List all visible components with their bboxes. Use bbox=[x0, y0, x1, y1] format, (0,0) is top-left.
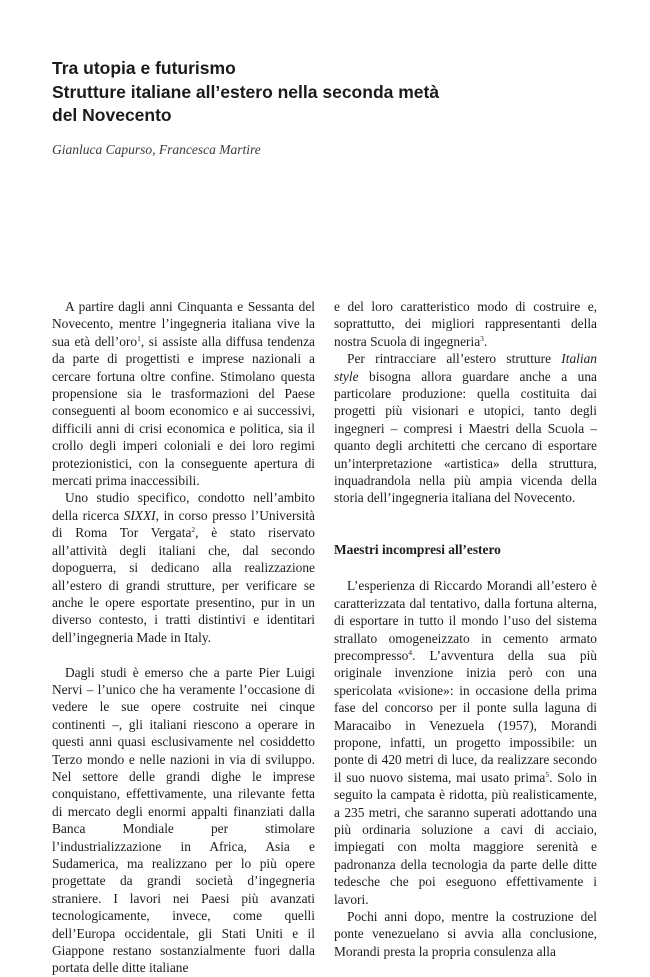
title-line-2: Strutture italiane all’estero nella seconda metà bbox=[52, 81, 440, 102]
article-title bbox=[52, 57, 612, 128]
section-heading: Maestri incompresi all’estero bbox=[334, 541, 501, 557]
footnote-ref-3: 3 bbox=[480, 333, 484, 343]
left-column bbox=[52, 298, 315, 977]
paragraph-4: Per rintracciare all’estero strutture Italian style bisogna allora guardare anche a una particolare produzione: quella costituita dai progetti più visionari e utopici, tanto degli ingegneri – compresi i Maestri della Scuola – quanto degli architetti che cercano di esportare un’interpretazione «artistica» della struttura, inquadrandola nella più ampia vicenda della storia dell’ingegneria italiana del Novecento. bbox=[334, 351, 597, 506]
paragraph-continued: e del loro caratteristico modo di costruire e, soprattutto, dei migliori rappresentanti della nostra Scuola di ingegneria$^3$. bbox=[334, 299, 597, 349]
italic-term: Italian style bbox=[334, 351, 597, 384]
footnote-ref-4: 4 bbox=[408, 647, 413, 657]
paragraph-3: Dagli studi è emerso che a parte Pier Luigi Nervi – l’unico che ha veramente l’occasione di vedere le sue opere costruite nei cinque continenti –, gli italiani riescono a operare in questi anni quasi esclusivamente nel cosiddetto Terzo mondo e nelle nazioni in via di sviluppo. Nel settore delle grandi dighe le imprese conquistano, effettivamente, una rilevante fetta di mercato degli enormi appalti finanziati dalla Banca Mondiale per stimolare l’industrializzazione in Africa, Asia e Sudamerica, ma realizzano per lo più opere progettate da grandi società d’ingegneria straniere. I lavori nei Paesi più avanzati tecnologicamente, invece, come quelli dell’Europa occidentale, gli Stati Uniti e il Giappone restano sostanzialmente fuori dalla portata delle ditte italiane bbox=[52, 664, 315, 976]
paragraph-5: L’esperienza di Riccardo Morandi all’estero è caratterizzata dal tentativo, dalla fortuna alterna, di esportare in tutto il mondo l’uso del sistema strallato omogeneizzato in cemento armato precompresso$^4$. L’avventura della sua più originale invenzione inizia però con una spericolata «visione»: in occasione della prima fase del concorso per il ponte sulla laguna di Maracaibo in Venezuela (1957), Morandi propone, infatti, un progetto impossibile: un ponte di 420 metri di luce, da realizzare secondo il suo nuovo sistema, mai usato prima$^5$. Solo in seguito la campata è ridotta, più realisticamente, a 235 metri, che saranno superati adottando una più ordinaria soluzione a cavi di acciaio, impiegati con molta maggiore serenità e padronanza della tecnologia da parte delle ditte tedesche che poi eseguono effettivamente i lavori. bbox=[334, 578, 597, 907]
title-line-1: Tra utopia e futurismo bbox=[52, 58, 236, 78]
paragraph-2: Uno studio specifico, condotto nell’ambito della ricerca SIXXI, in corso presso l’Università di Roma Tor Vergata$^2$, è stato riservato all’attività degli italiani che, dal secondo dopoguerra, si dedicano alla realizzazione all’estero di grandi strutture, per verificare se anche le opere esportate presentino, pur in un diverso contesto, i tratti distintivi e identitari dell’ingegneria Made in Italy. bbox=[52, 490, 315, 645]
footnote-ref-1: 1 bbox=[137, 333, 141, 343]
italic-term: SIXXI bbox=[123, 507, 156, 523]
authors: Gianluca Capurso, Francesca Martire bbox=[52, 142, 261, 157]
paragraph-6: Pochi anni dopo, mentre la costruzione del ponte venezuelano si avvia alla conclusione, Morandi presta la propria consulenza alla bbox=[334, 909, 597, 959]
right-column bbox=[334, 298, 597, 960]
paragraph-1: A partire dagli anni Cinquanta e Sessanta del Novecento, mentre l’ingegneria italiana vive la sua età dell’oro$^1$, si assiste alla diffusa tendenza da parte di progettisti e imprese nazionali a cercare fortuna oltre confine. Stimolano questa propensione sia le trasformazioni del Paese conseguenti al boom economico e ai successivi, difficili anni di crisi economica e politica, sia il crollo degli imperi coloniali e dei loro regimi protezionistici, con la conseguente apertura di mercati prima inaccessibili. bbox=[52, 299, 315, 489]
footnote-ref-5: 5 bbox=[545, 769, 550, 779]
title-line-3: del Novecento bbox=[52, 105, 172, 125]
footnote-ref-2: 2 bbox=[191, 525, 196, 535]
